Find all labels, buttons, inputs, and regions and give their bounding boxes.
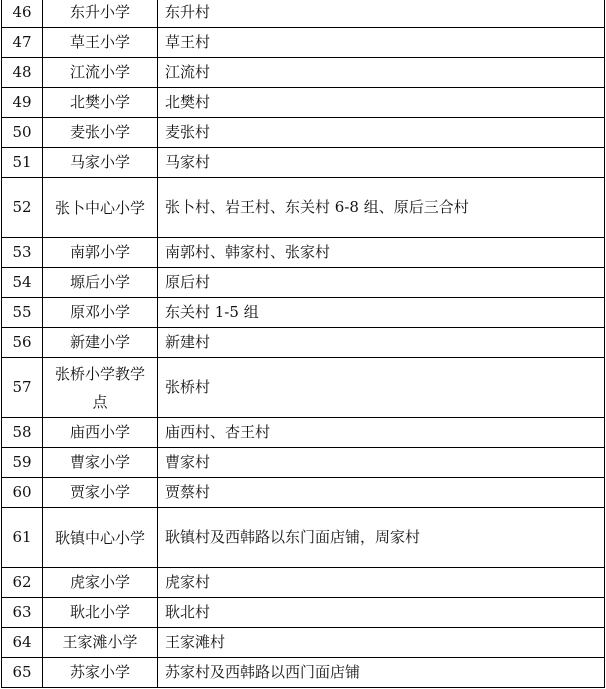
table-row (2, 628, 605, 658)
table-row (2, 88, 605, 118)
school-name: 东升小学 (43, 0, 158, 28)
school-name: 张卜中心小学 (43, 178, 158, 238)
row-number: 62 (2, 568, 43, 598)
service-area: 耿镇村及西韩路以东门面店铺，周家村 (158, 508, 605, 568)
school-name: 麦张小学 (43, 118, 158, 148)
school-name: 江流小学 (43, 58, 158, 88)
table-row (2, 568, 605, 598)
table-row (2, 118, 605, 148)
service-area: 张卜村、岩王村、东关村 6-8 组、原后三合村 (158, 178, 605, 238)
school-name: 王家滩小学 (43, 628, 158, 658)
table-row (2, 268, 605, 298)
row-number: 47 (2, 28, 43, 58)
table-row (2, 658, 605, 688)
row-number: 50 (2, 118, 43, 148)
service-area: 马家村 (158, 148, 605, 178)
table-row (2, 328, 605, 358)
service-area: 曹家村 (158, 448, 605, 478)
table-row (2, 478, 605, 508)
service-area: 庙西村、杏王村 (158, 418, 605, 448)
school-name: 贾家小学 (43, 478, 158, 508)
school-name: 庙西小学 (43, 418, 158, 448)
service-area: 耿北村 (158, 598, 605, 628)
service-area: 东升村 (158, 0, 605, 28)
school-name: 虎家小学 (43, 568, 158, 598)
school-district-table (1, 0, 605, 688)
row-number: 60 (2, 478, 43, 508)
service-area: 麦张村 (158, 118, 605, 148)
row-number: 64 (2, 628, 43, 658)
table-row (2, 448, 605, 478)
table-row (2, 418, 605, 448)
row-number: 54 (2, 268, 43, 298)
school-name: 草王小学 (43, 28, 158, 58)
row-number: 51 (2, 148, 43, 178)
table-row (2, 358, 605, 418)
school-name: 张桥小学教学点 (43, 358, 158, 418)
school-name: 新建小学 (43, 328, 158, 358)
table-row (2, 598, 605, 628)
school-name: 耿镇中心小学 (43, 508, 158, 568)
row-number: 46 (2, 0, 43, 28)
service-area: 苏家村及西韩路以西门面店铺 (158, 658, 605, 688)
service-area: 王家滩村 (158, 628, 605, 658)
row-number: 57 (2, 358, 43, 418)
school-name: 马家小学 (43, 148, 158, 178)
service-area: 北樊村 (158, 88, 605, 118)
table-body (2, 0, 605, 688)
table-row (2, 0, 605, 28)
school-name: 塬后小学 (43, 268, 158, 298)
school-name: 原邓小学 (43, 298, 158, 328)
school-name: 苏家小学 (43, 658, 158, 688)
service-area: 新建村 (158, 328, 605, 358)
row-number: 63 (2, 598, 43, 628)
row-number: 48 (2, 58, 43, 88)
row-number: 59 (2, 448, 43, 478)
row-number: 56 (2, 328, 43, 358)
table-row (2, 178, 605, 238)
school-name: 耿北小学 (43, 598, 158, 628)
table-row (2, 28, 605, 58)
table-row (2, 508, 605, 568)
school-name: 南郭小学 (43, 238, 158, 268)
table-row (2, 238, 605, 268)
row-number: 65 (2, 658, 43, 688)
table-row (2, 148, 605, 178)
row-number: 53 (2, 238, 43, 268)
row-number: 52 (2, 178, 43, 238)
row-number: 55 (2, 298, 43, 328)
table-row (2, 58, 605, 88)
row-number: 49 (2, 88, 43, 118)
service-area: 虎家村 (158, 568, 605, 598)
service-area: 原后村 (158, 268, 605, 298)
row-number: 61 (2, 508, 43, 568)
school-name: 北樊小学 (43, 88, 158, 118)
service-area: 南郭村、韩家村、张家村 (158, 238, 605, 268)
service-area: 张桥村 (158, 358, 605, 418)
row-number: 58 (2, 418, 43, 448)
service-area: 草王村 (158, 28, 605, 58)
table-row (2, 298, 605, 328)
service-area: 东关村 1-5 组 (158, 298, 605, 328)
service-area: 江流村 (158, 58, 605, 88)
service-area: 贾蔡村 (158, 478, 605, 508)
school-name: 曹家小学 (43, 448, 158, 478)
